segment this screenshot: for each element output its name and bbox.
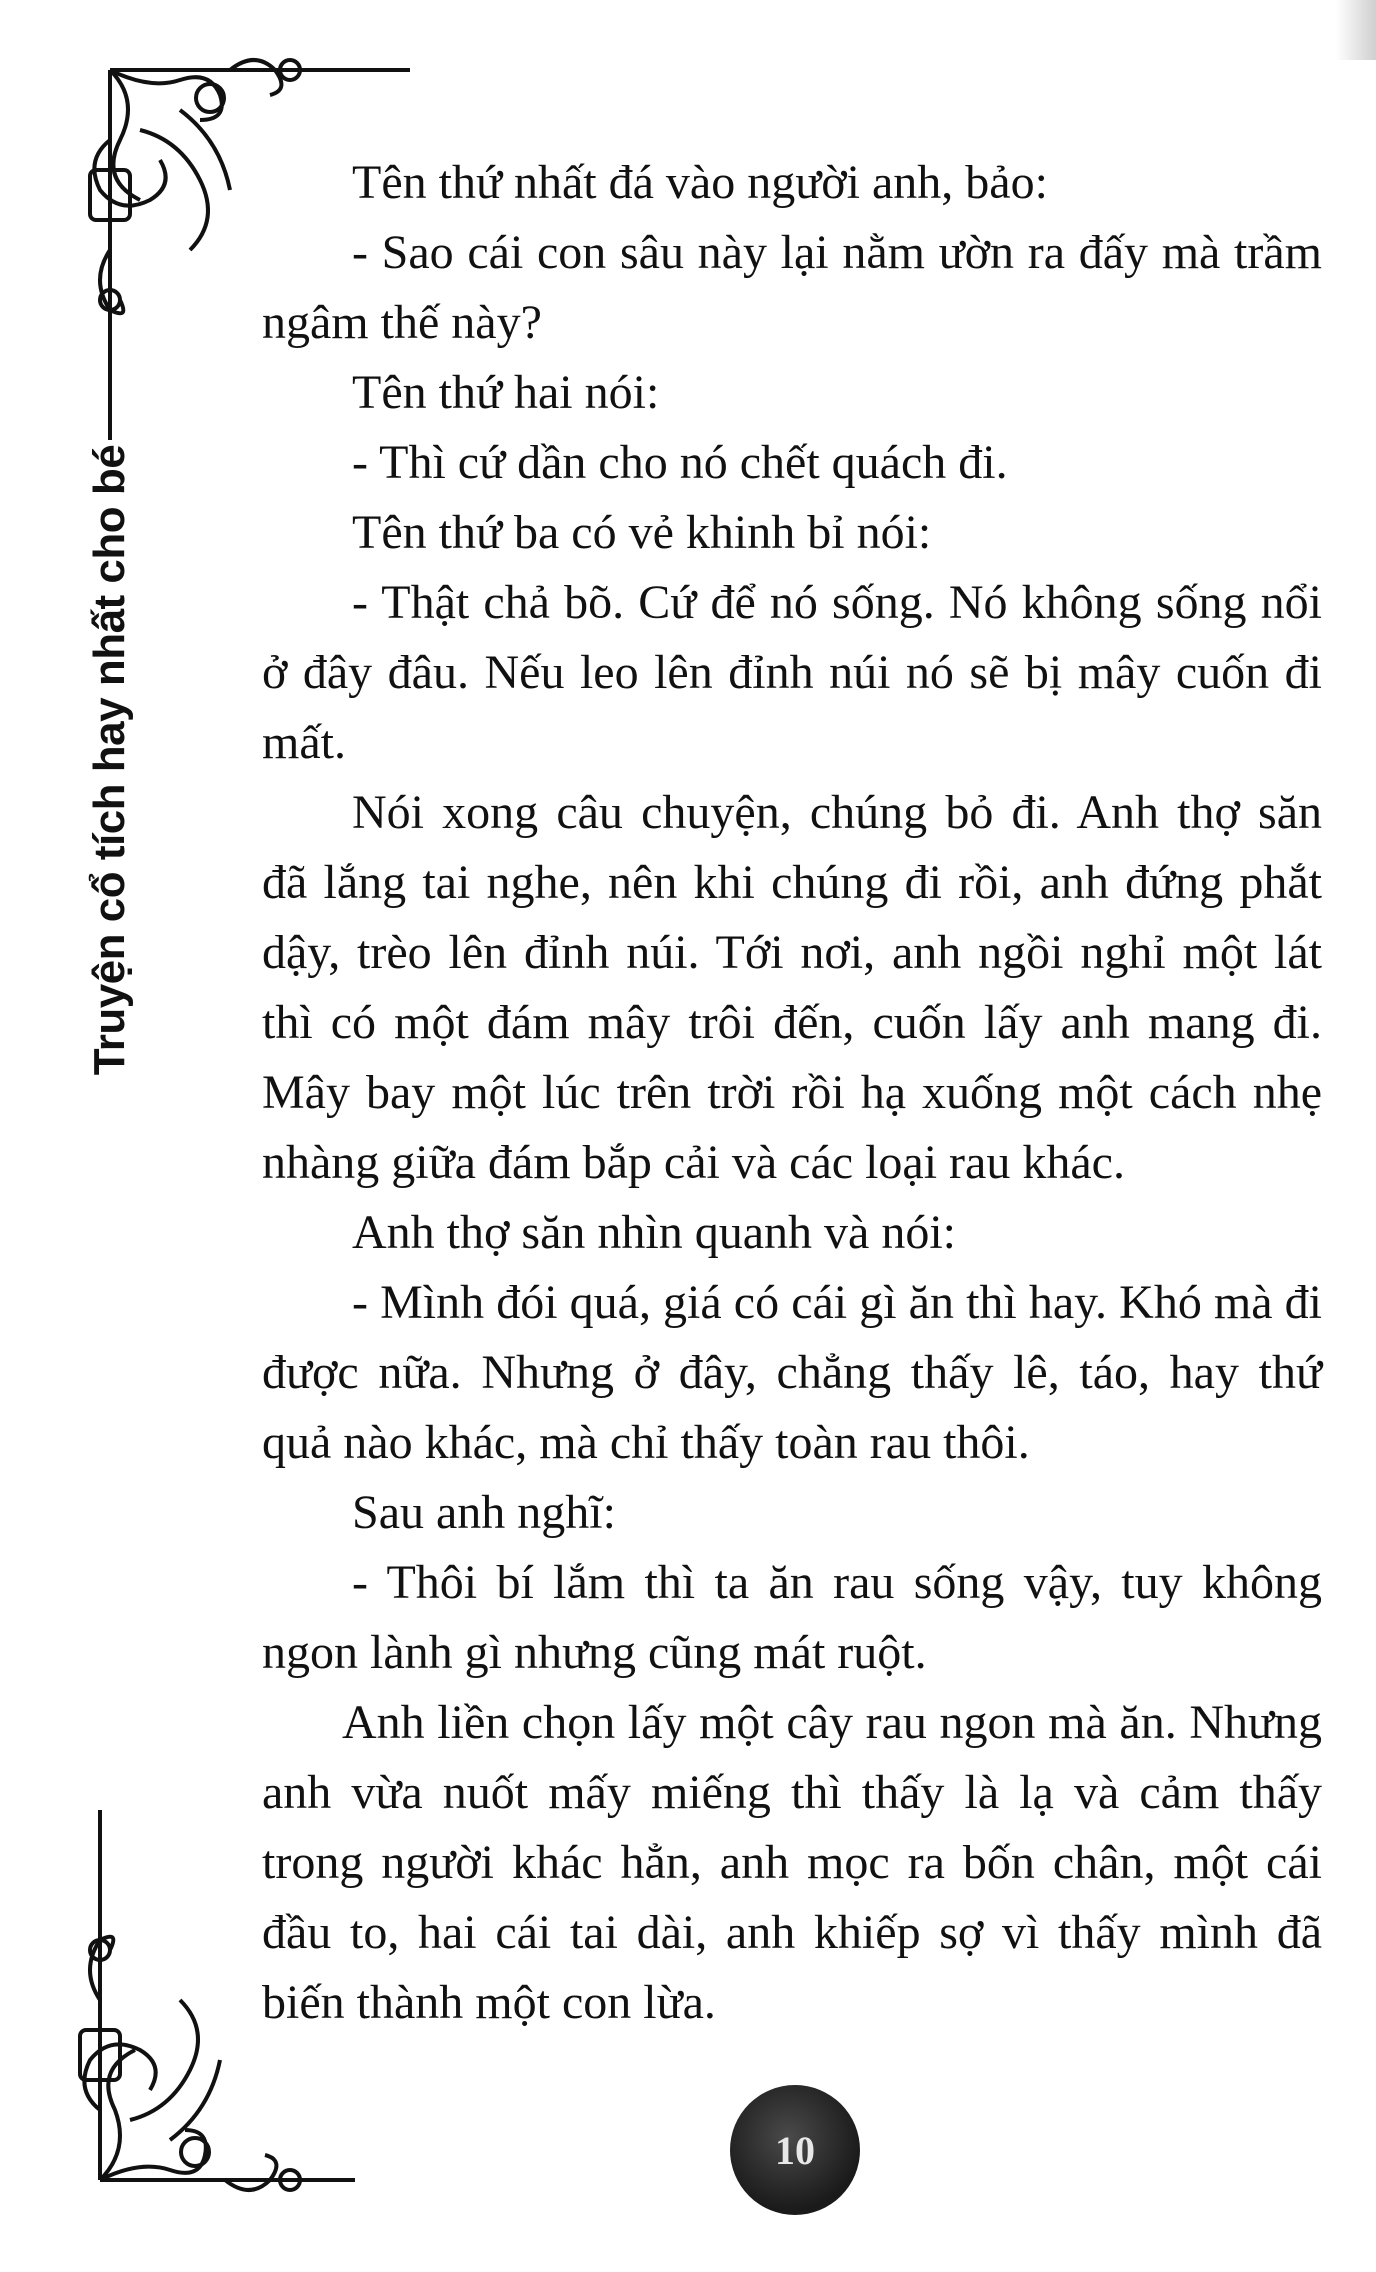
paragraph: - Thì cứ dần cho nó chết quách đi. — [352, 436, 1008, 489]
paragraph: Tên thứ ba có vẻ khinh bỉ nói: — [352, 506, 932, 559]
page-edge-shadow — [1336, 0, 1376, 60]
paragraph: Tên thứ nhất đá vào người anh, bảo: — [352, 156, 1048, 209]
corner-ornament-icon — [55, 1800, 375, 2220]
paragraph: - Thôi bí lắm thì ta ăn rau sống vậy, tuy không ngon lành gì nhưng cũng mát ruột. — [262, 1556, 1322, 1679]
paragraph: Tên thứ hai nói: — [352, 366, 660, 419]
paragraph: Anh thợ săn nhìn quanh và nói: — [352, 1206, 956, 1259]
paragraph: - Thật chả bõ. Cứ để nó sống. Nó không sống nổi ở đây đâu. Nếu leo lên đỉnh núi nó sẽ bị mây cuốn đi mất. — [262, 576, 1322, 769]
spine-title: Truyện cổ tích hay nhất cho bé — [85, 444, 134, 1076]
story-body — [262, 148, 1322, 2038]
page-number: 10 — [775, 2127, 815, 2173]
page-number-badge — [730, 2085, 860, 2215]
paragraph: - Mình đói quá, giá có cái gì ăn thì hay. Khó mà đi được nữa. Nhưng ở đây, chẳng thấy lê, táo, hay thứ quả nào khác, mà chỉ thấy toàn rau thôi. — [262, 1276, 1322, 1469]
paragraph: Sau anh nghĩ: — [352, 1486, 616, 1539]
paragraph: Nói xong câu chuyện, chúng bỏ đi. Anh thợ săn đã lắng tai nghe, nên khi chúng đi rồi, anh đứng phắt dậy, trèo lên đỉnh núi. Tới nơi, anh ngồi nghỉ một lát thì có một đám mây trôi đến, cuốn lấy anh mang đi. Mây bay một lúc trên trời rồi hạ xuống một cách nhẹ nhàng giữa đám bắp cải và các loại rau khác. — [262, 786, 1322, 1189]
paragraph: Anh liền chọn lấy một cây rau ngon mà ăn. Nhưng anh vừa nuốt mấy miếng thì thấy là lạ và cảm thấy trong người khác hẳn, anh mọc ra bốn chân, một cái đầu to, hai cái tai dài, anh khiếp sợ vì thấy mình đã biến thành một con lừa. — [262, 1696, 1322, 2029]
paragraph: - Sao cái con sâu này lại nằm ườn ra đấy mà trầm ngâm thế này? — [262, 226, 1322, 349]
